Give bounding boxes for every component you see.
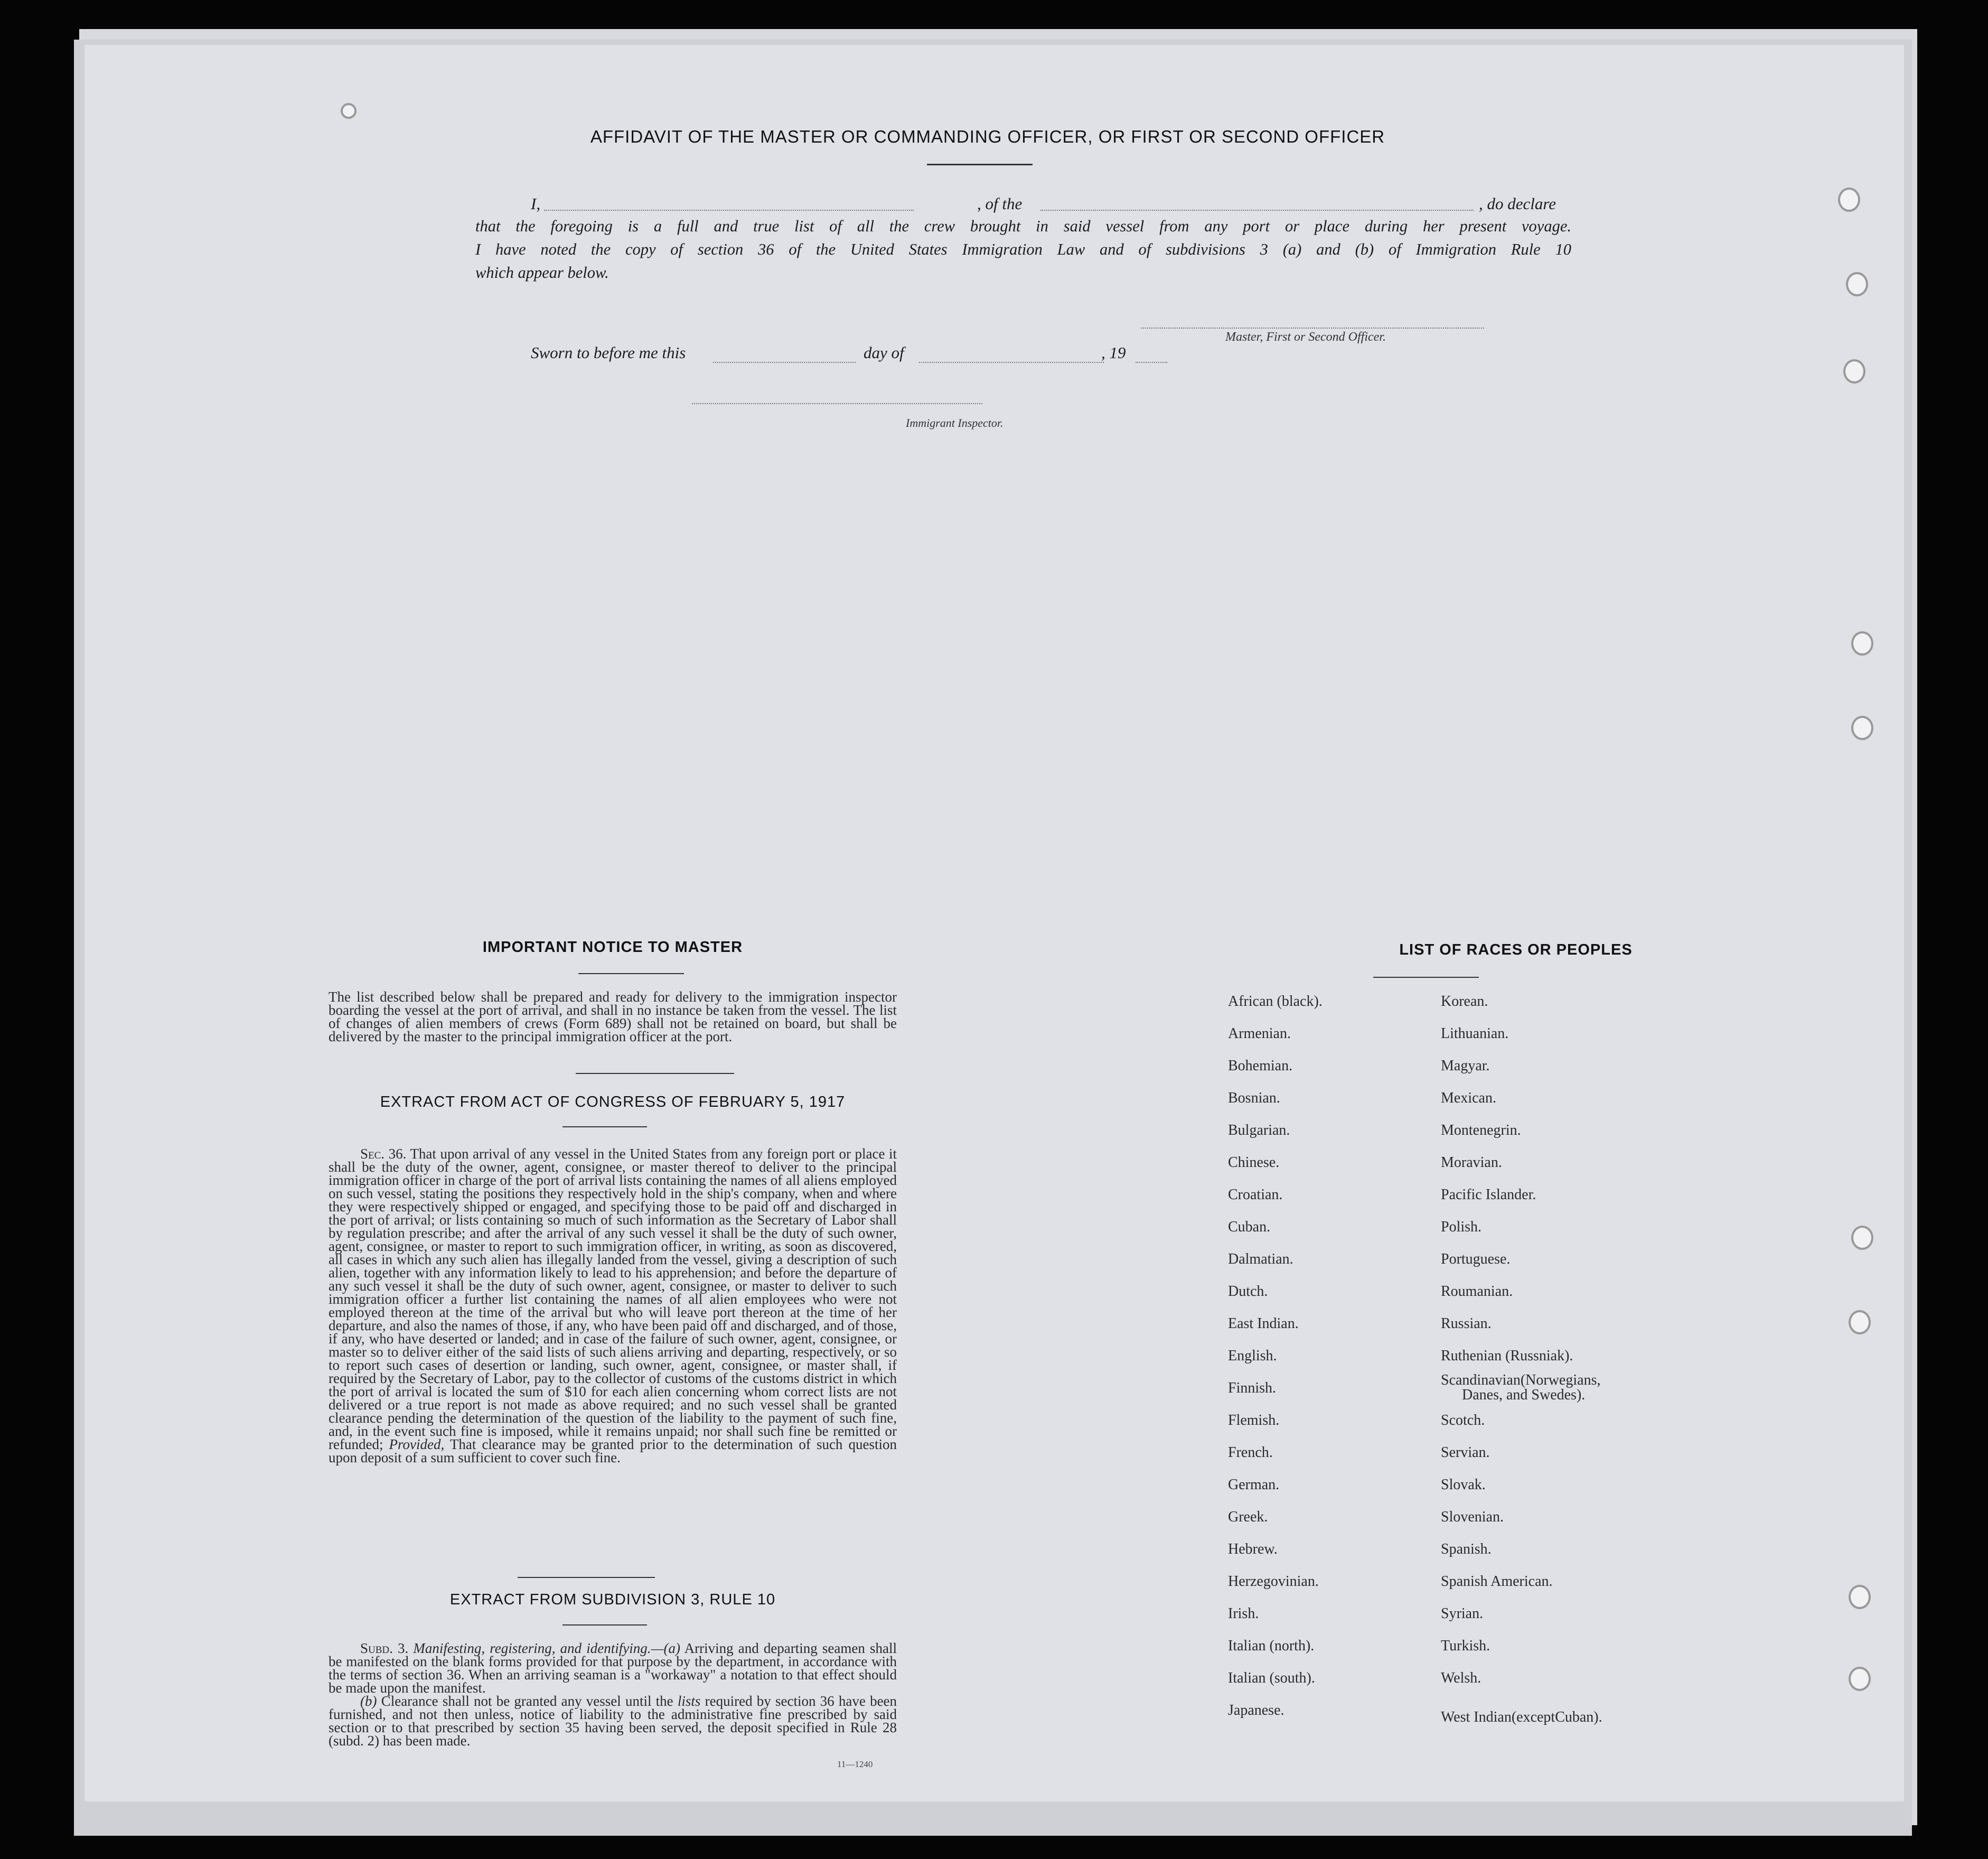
- race-right-item: Lithuanian.: [1441, 1025, 1509, 1042]
- subd-heading: Manifesting, registering, and identifying.—(a): [413, 1640, 680, 1656]
- act-title: EXTRACT FROM ACT OF CONGRESS OF FEBRUARY 5, 1917: [380, 1094, 846, 1110]
- inspector-caption: Immigrant Inspector.: [906, 416, 1004, 429]
- title-underline: [927, 164, 1033, 165]
- affidavit-i-label: I,: [531, 194, 541, 213]
- binder-hole: [1838, 188, 1860, 212]
- notice-title: IMPORTANT NOTICE TO MASTER: [482, 939, 743, 956]
- race-right-item: Korean.: [1441, 993, 1488, 1010]
- race-right-item: West Indian(exceptCuban).: [1441, 1709, 1602, 1725]
- punch-mark: [341, 103, 357, 119]
- signature-blank[interactable]: [1141, 328, 1484, 329]
- race-right-item: Slovenian.: [1441, 1509, 1504, 1525]
- affidavit-line-4: which appear below.: [475, 264, 609, 282]
- race-left-item: Croatian.: [1228, 1187, 1283, 1203]
- section-label: Sec. 36.: [360, 1146, 407, 1162]
- affidavit-line-2: that the foregoing is a full and true list of all the crew brought in said vessel from any port or place during her present voyage.: [475, 217, 1571, 235]
- sworn-month-blank[interactable]: [919, 362, 1104, 363]
- race-left-item: Bosnian.: [1228, 1090, 1280, 1106]
- race-right-item: Pacific Islander.: [1441, 1187, 1536, 1203]
- race-right-item: Mexican.: [1441, 1090, 1496, 1106]
- day-of-label: day of: [864, 343, 904, 362]
- race-right-item: Polish.: [1441, 1219, 1482, 1235]
- notice-divider: [576, 1073, 734, 1074]
- binder-hole: [1843, 359, 1865, 384]
- signature-caption: Master, First or Second Officer.: [1225, 330, 1386, 344]
- race-right-item: Roumanian.: [1441, 1283, 1513, 1300]
- notice-underline: [578, 973, 684, 974]
- race-left-item: Hebrew.: [1228, 1541, 1278, 1557]
- affidavit-title: AFFIDAVIT OF THE MASTER OR COMMANDING OFFICER, OR FIRST OR SECOND OFFICER: [590, 127, 1385, 146]
- sworn-year-blank[interactable]: [1136, 362, 1167, 363]
- race-right-item: Spanish.: [1441, 1541, 1492, 1557]
- affidavit-line-3: I have noted the copy of section 36 of the United States Immigration Law and of subdivisions 3 (a) and (b) of Immigration Rule 10: [475, 240, 1571, 258]
- race-left-item: Chinese.: [1228, 1154, 1280, 1171]
- sworn-day-blank[interactable]: [713, 362, 856, 363]
- notice-body: The list described below shall be prepared and ready for delivery to the immigration inspector boarding the vessel at the port of arrival, and shall in no instance be taken from the vessel. The list of changes of alien members of crews (Form 689) shall not be retained on board, but shall be delivered by the master to the principal immigration officer at the port.: [329, 989, 897, 1044]
- binder-hole: [1849, 1310, 1871, 1334]
- para-b-text-2: required by section 36 have been furnished, and not then unless, notice of liability to the administrative fine prescribed by said section or to that prescribed by section 35 having been served, the deposit specified in Rule 28 (subd. 2) has been made.: [329, 1693, 897, 1749]
- race-left-item: African (black).: [1228, 993, 1323, 1010]
- proviso-label: Provided,: [389, 1436, 445, 1452]
- race-left-item: Dalmatian.: [1228, 1251, 1293, 1267]
- race-left-item: Japanese.: [1228, 1702, 1284, 1718]
- race-right-item: Montenegrin.: [1441, 1122, 1521, 1138]
- race-right-item: Magyar.: [1441, 1058, 1490, 1074]
- race-left-item: German.: [1228, 1477, 1280, 1493]
- proviso-text: That clearance may be granted prior to the determination of such question upon deposit of a sum sufficient to cover such fine.: [329, 1436, 897, 1465]
- race-left-item: Italian (north).: [1228, 1638, 1315, 1654]
- year-label: , 19: [1101, 343, 1126, 362]
- rule-para-a: [329, 1642, 897, 1695]
- rule-title: EXTRACT FROM SUBDIVISION 3, RULE 10: [449, 1591, 776, 1608]
- act-body: [329, 1147, 897, 1464]
- race-right-item: Slovak.: [1441, 1477, 1486, 1493]
- race-left-item: Finnish.: [1228, 1380, 1277, 1396]
- race-left-item: East Indian.: [1228, 1315, 1299, 1332]
- race-right-item: Welsh.: [1441, 1670, 1481, 1686]
- act-divider: [518, 1577, 655, 1578]
- rule-underline: [562, 1624, 647, 1626]
- binder-hole: [1849, 1667, 1871, 1691]
- document-page: [85, 45, 1904, 1801]
- race-left-item: Bulgarian.: [1228, 1122, 1290, 1138]
- race-left-item: Bohemian.: [1228, 1058, 1293, 1074]
- race-right-item-cont: Danes, and Swedes).: [1462, 1387, 1586, 1403]
- race-left-item: Dutch.: [1228, 1283, 1268, 1300]
- race-left-item: Greek.: [1228, 1509, 1268, 1525]
- race-left-item: Cuban.: [1228, 1219, 1271, 1235]
- sworn-label: Sworn to before me this: [531, 343, 686, 362]
- vessel-blank[interactable]: [1040, 210, 1474, 211]
- act-underline: [562, 1126, 647, 1127]
- binder-hole: [1851, 1226, 1873, 1250]
- race-left-item: Irish.: [1228, 1605, 1259, 1622]
- form-number: 11—1240: [837, 1759, 873, 1769]
- of-the-label: , of the: [977, 194, 1023, 213]
- race-right-item: Syrian.: [1441, 1605, 1484, 1622]
- race-right-item: Portuguese.: [1441, 1251, 1511, 1267]
- race-right-item: Scotch.: [1441, 1412, 1485, 1428]
- do-declare-label: , do declare: [1479, 194, 1556, 213]
- subd-label: Subd. 3.: [360, 1640, 409, 1656]
- race-left-item: Italian (south).: [1228, 1670, 1315, 1686]
- race-right-item: Ruthenian (Russniak).: [1441, 1348, 1573, 1364]
- race-left-item: Flemish.: [1228, 1412, 1280, 1428]
- binder-hole: [1851, 716, 1873, 740]
- binder-hole: [1846, 272, 1868, 296]
- binder-hole: [1851, 631, 1873, 656]
- races-underline: [1373, 977, 1479, 978]
- race-right-item: Servian.: [1441, 1444, 1490, 1461]
- race-left-item: English.: [1228, 1348, 1277, 1364]
- race-right-item: Turkish.: [1441, 1638, 1490, 1654]
- race-left-item: Herzegovinian.: [1228, 1573, 1319, 1590]
- subd-para-a-text: Arriving and departing seamen shall be manifested on the blank forms provided for that purpose by the department, in accordance with the terms of section 36. When an arriving seaman is a "workaway" a notation to that effect should be made upon the manifest.: [329, 1640, 897, 1696]
- inspector-signature-blank[interactable]: [692, 403, 982, 404]
- race-right-item: Scandinavian(Norwegians,: [1441, 1372, 1601, 1388]
- para-b-lists: lists: [677, 1693, 701, 1709]
- section-36-text: That upon arrival of any vessel in the United States from any foreign port or place it shall be the duty of the owner, agent, consignee, or master thereof to deliver to the principal immigration officer in charge of the port of arrival lists containing the names of all aliens employed on such vessel, stating the positions they respectively hold in the ship's company, when and where they were respectively shipped or engaged, and specifying those to be paid off and discharged in the port of arrival; or lists containing so much of such information as the Secretary of Labor shall by regulation prescribe; and after the arrival of any such vessel it shall be the duty of such owner, agent, consignee, or master to report to such immigration officer, in writing, as soon as discovered, all cases in which any such alien has illegally landed from the vessel, giving a description of such alien, together with any information likely to lead to his apprehension; and before the departure of any such vessel it shall be the duty of such owner, agent, consignee, or master to deliver to such immigration officer a further list containing the names of all alien employees who were not employed thereon at the time of the arrival but who will leave port thereon at the time of her departure, and also the names of those, if any, who have been paid off and discharged, and of those, if any, who have deserted or landed; and in case of the failure of such owner, agent, consignee, or master so to deliver either of the said lists of such aliens arriving and departing, respectively, or so to report such cases of desertion or landing, such owner, agent, consignee, or master shall, if required by the Secretary of Labor, pay to the collector of customs of the customs district in which the port of arrival is located the sum of $10 for each alien concerning whom correct lists are not delivered or a true report is not made as above required; and no such vessel shall be granted clearance pending the determination of the question of the liability to the payment of such fine, and, in the event such fine is imposed, while it remains unpaid; nor shall such fine be remitted or refunded;: [329, 1146, 897, 1452]
- para-b-label: (b): [360, 1693, 377, 1709]
- races-title: LIST OF RACES OR PEOPLES: [1399, 941, 1633, 958]
- race-left-item: Armenian.: [1228, 1025, 1291, 1042]
- binder-hole: [1849, 1585, 1871, 1609]
- rule-para-b: [329, 1695, 897, 1748]
- race-right-item: Moravian.: [1441, 1154, 1502, 1171]
- race-right-item: Russian.: [1441, 1315, 1492, 1332]
- para-b-text-1: Clearance shall not be granted any vessel until the: [381, 1693, 673, 1709]
- name-blank[interactable]: [544, 210, 914, 211]
- race-left-item: French.: [1228, 1444, 1273, 1461]
- race-right-item: Spanish American.: [1441, 1573, 1553, 1590]
